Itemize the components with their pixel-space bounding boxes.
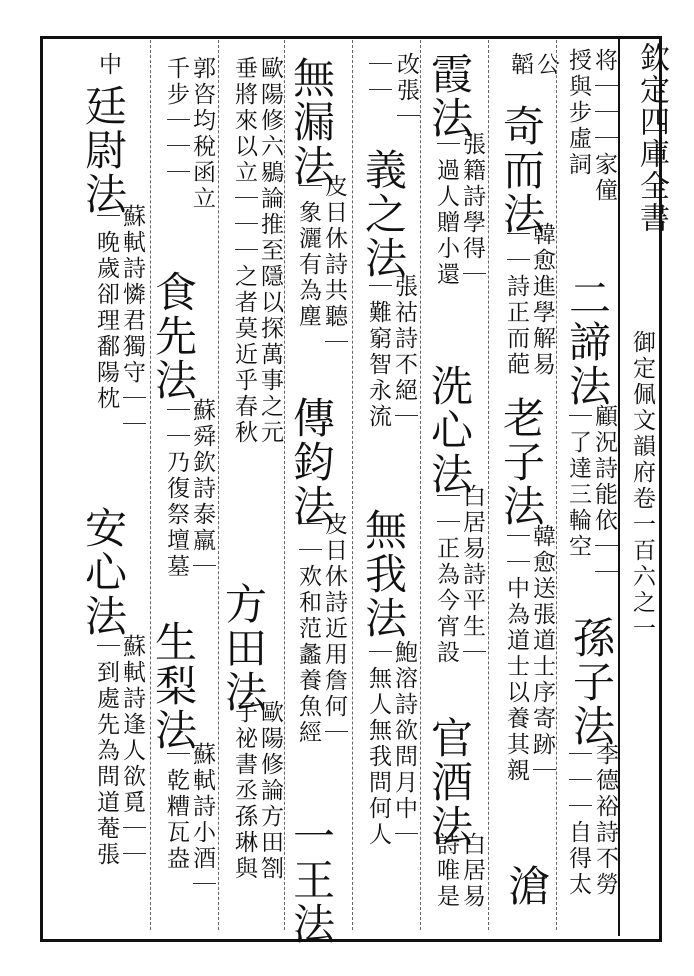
text-column: ｜｜中為道士以養其親 — [503, 524, 529, 784]
book-title: 欽定四庫全書 — [634, 42, 669, 234]
text-column: ｜｜ — [365, 52, 391, 104]
text-column: ｜｜詩正而葩 — [503, 222, 529, 378]
column-divider — [352, 40, 353, 930]
text-column: 韜 — [507, 52, 533, 78]
text-column: 垂將來以立｜｜｜之者莫近乎春秋 — [231, 56, 257, 446]
column-divider — [284, 40, 285, 930]
text-column: 皮日休詩共聽｜ — [321, 174, 347, 356]
text-column: ｜乾糟瓦盎 — [163, 742, 189, 872]
text-column: 蘇軾詩逢人欲覓｜｜ — [119, 634, 145, 868]
column-divider — [218, 40, 219, 930]
column-divider — [420, 40, 421, 930]
entry-heading: 二諦法 — [563, 276, 612, 408]
text-column: 白居易詩平生｜ — [459, 484, 485, 666]
text-column: 歐陽修論方田劄 — [257, 700, 283, 882]
text-column: 皮日休詩近用詹何｜ — [321, 512, 347, 746]
column-divider — [150, 40, 151, 930]
text-column: 蘇軾詩小酒｜ — [189, 742, 215, 898]
text-column: 歐陽修六鶍論推至隱以探萬事之元 — [257, 56, 283, 446]
volume-label: 御定佩文韻府卷一百六之一 — [629, 330, 655, 642]
entry-heading: 奇而法 — [497, 104, 546, 236]
entry-heading: 官酒法 — [425, 716, 474, 848]
entry-heading: 傳鈞法 — [287, 396, 336, 528]
text-column: 顧況詩能依｜｜ — [591, 404, 617, 586]
text-column: ｜｜｜自得太 — [565, 742, 591, 898]
text-column: 郭咨均稅函立 — [189, 56, 215, 212]
text-column: 韓愈進學解易 — [529, 222, 555, 378]
text-column: 韓愈送張道士序寄跡｜ — [529, 524, 555, 784]
text-column: ｜過人贈小還 — [433, 132, 459, 288]
text-column: ｜無人無我問何人 — [365, 640, 391, 848]
column-divider — [488, 40, 489, 930]
text-column: ｜晚歲卻理鄱陽枕 — [93, 204, 119, 412]
text-column: 張祜詩不絕｜ — [391, 274, 417, 430]
entry-heading: 洗心法 — [425, 364, 474, 496]
entry-heading: 廷尉法 — [79, 84, 128, 216]
text-column: 公 — [533, 52, 559, 78]
entry-heading: 滄 — [502, 864, 551, 908]
entry-heading: 一王法 — [287, 814, 336, 946]
entry-heading: 生梨法 — [149, 620, 198, 752]
entry-heading: 無漏法 — [287, 56, 336, 188]
entry-heading: 安心法 — [79, 506, 128, 638]
text-column: 張籍詩學得｜ — [459, 132, 485, 288]
text-column: 中 — [95, 52, 121, 78]
text-column: ｜｜欢和范蠡養魚經 — [295, 512, 321, 746]
text-column: 蘇軾詩憐君獨守｜｜ — [119, 204, 145, 438]
text-column: 蘇舜欽詩泰羸｜ — [189, 398, 215, 580]
entry-heading: 霞法 — [425, 52, 474, 140]
text-column: 鮑溶詩欲問月中｜ — [391, 640, 417, 848]
text-column: ｜｜乃復祭壇墓 — [163, 398, 189, 580]
text-column: 千步｜｜｜ — [163, 56, 189, 186]
entry-heading: 食先法 — [149, 270, 198, 402]
entry-heading: 孫子法 — [567, 616, 616, 748]
text-column: ｜象灑有為塵 — [295, 174, 321, 330]
entry-heading: 老子法 — [497, 396, 546, 528]
text-column: ｜了達三輪空 — [565, 404, 591, 560]
text-column: 子祕書丞孫琳與 — [231, 700, 257, 882]
text-column: 白居易 — [459, 832, 485, 910]
text-column: 改張｜ — [393, 52, 419, 130]
entry-heading: 無我法 — [359, 508, 408, 640]
text-column: 授與步虛詞 — [565, 48, 591, 178]
entry-heading: 義之法 — [359, 148, 408, 280]
text-column: ｜難窮智永流 — [365, 274, 391, 430]
text-column: ｜到處先為問道菴張 — [93, 634, 119, 868]
text-column: 李德裕詩不勞 — [592, 742, 618, 898]
header-divider-line — [618, 38, 620, 936]
text-column: ｜｜正為今宵設 — [433, 484, 459, 666]
column-divider — [556, 40, 557, 930]
text-column: 将｜｜｜家僮 — [591, 48, 617, 204]
text-column: 詩唯是 — [433, 832, 459, 910]
entry-heading: 方田法 — [219, 582, 268, 714]
